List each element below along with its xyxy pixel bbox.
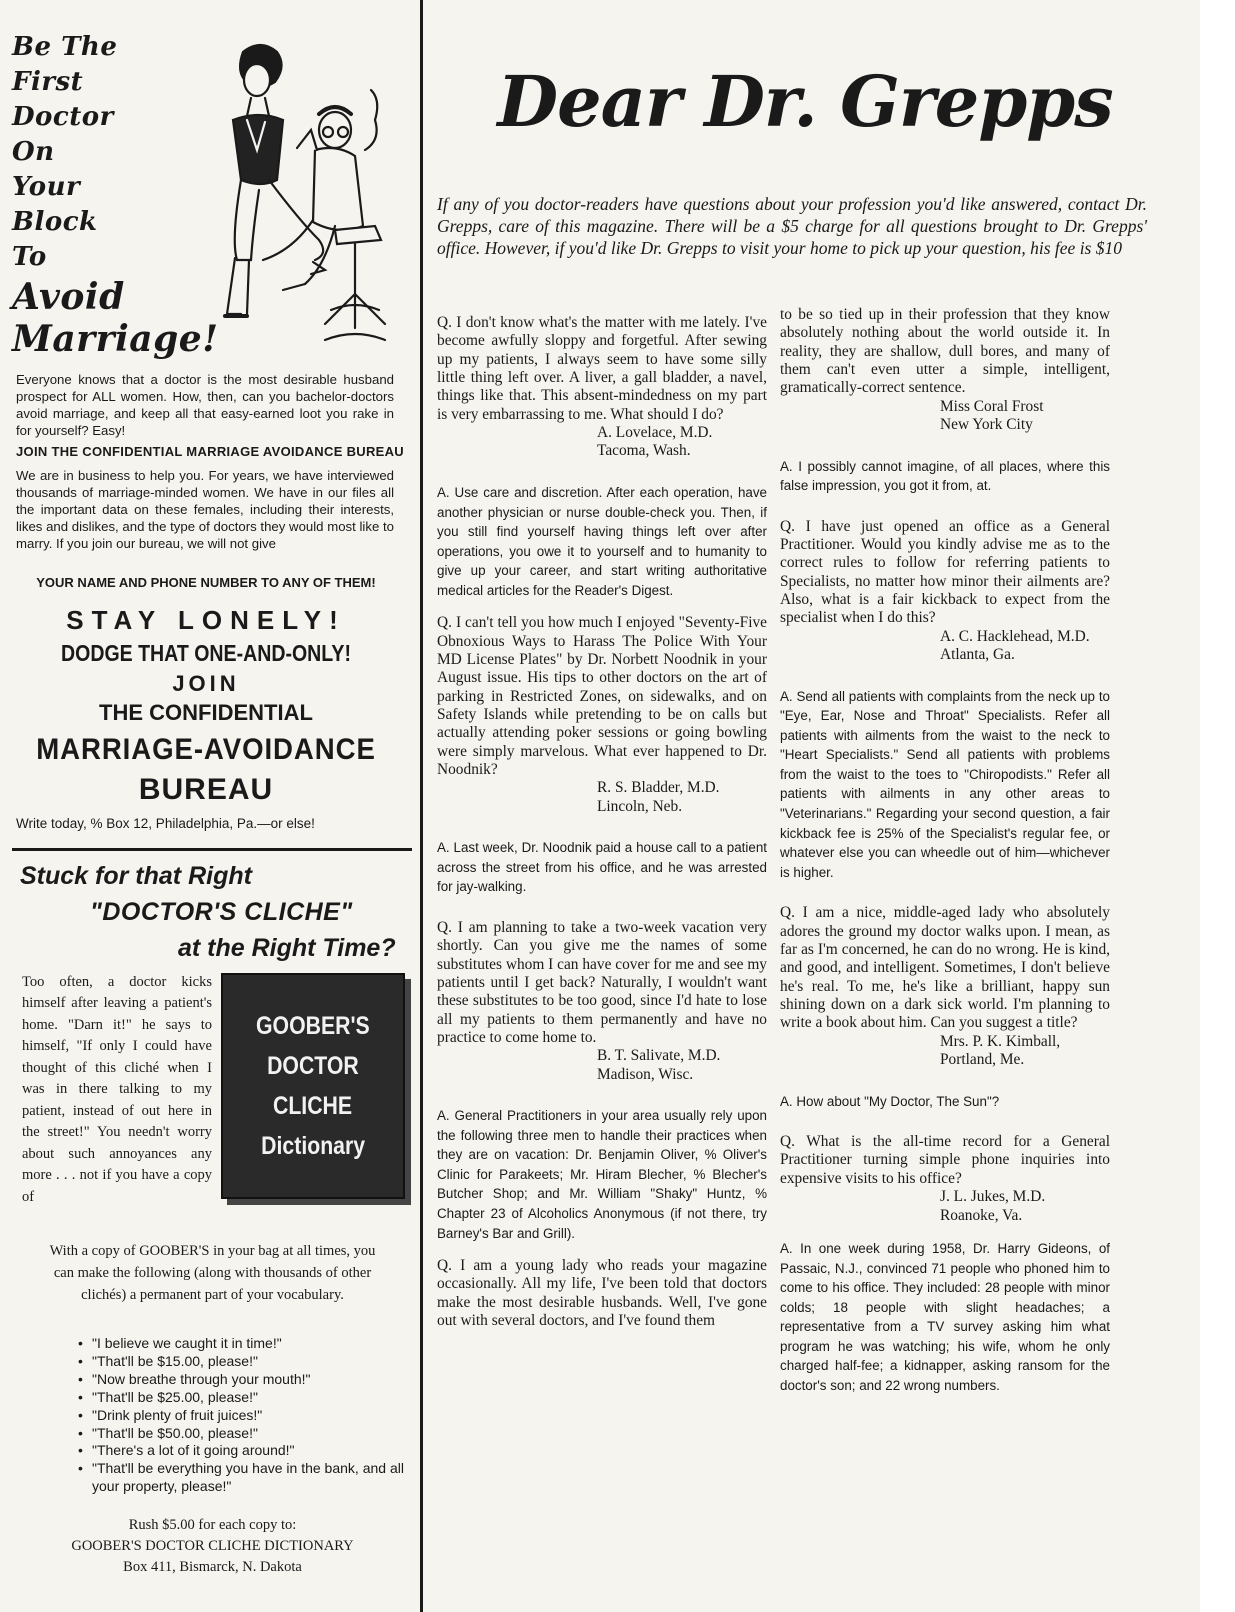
signer-city: Lincoln, Neb. xyxy=(597,797,683,815)
signer-name: B. T. Salivate, M.D. xyxy=(597,1047,721,1065)
qa-column-left xyxy=(437,314,767,1330)
ad-join-line: JOIN THE CONFIDENTIAL MARRIAGE AVOIDANCE BUREAU xyxy=(16,444,404,459)
cliche-item: • "Now breathe through your mouth!" xyxy=(78,1371,408,1389)
book-cover xyxy=(221,973,405,1199)
answer: A. General Practitioners in your area usually rely upon the following three men to handle their practices when they are on vacation: Dr. Benjamin Oliver, % Oliver's Clinic for Parakeets; Mr. Hiram Blecher, % Blecher's Butcher Shop; and Mr. William "Shaky" Huntz, % Chapter 23 of Alcoholics Anonymous (if not there, try Barney's Bar and Grill). xyxy=(437,1108,767,1241)
signer-city: Madison, Wisc. xyxy=(597,1065,694,1083)
cliche-ad-text: Too often, a doctor kicks himself after leaving a patient's home. "Darn it!" he says to himself, "If only I could have thought of this cliché when I was in there talking to my patient, instead of out here in the street!" You needn't worry about such annoyances any more . . . not if you have a copy of xyxy=(22,974,212,1205)
cliche-headline-2: "DOCTOR'S CLICHE" xyxy=(90,898,353,926)
cliche-dictionary-book xyxy=(221,973,413,1205)
answer: A. I possibly cannot imagine, of all places, where this false impression, you got it from, at. xyxy=(780,458,1110,494)
column-divider xyxy=(420,0,423,1612)
signature xyxy=(597,1047,767,1084)
column-masthead: Dear Dr. Grepps xyxy=(497,60,1113,143)
address-line: Box 411, Bismarck, N. Dakota xyxy=(123,1559,302,1576)
headline-line: Marriage! xyxy=(12,318,219,360)
signer-name: Miss Coral Frost xyxy=(940,397,1044,415)
signature xyxy=(940,1033,1110,1070)
signer-city: Atlanta, Ga. xyxy=(940,646,1015,664)
signer-name: Mrs. P. K. Kimball, xyxy=(940,1032,1061,1050)
ad-body-text: We are in business to help you. For years, we have interviewed thousands of marriage-minded women. We have in our files all the important data on these females, including their interests, likes and dislikes, and the type of doctors they would most like to marry. If you join our bureau, we will not give xyxy=(16,468,394,551)
ad-bureau: BUREAU xyxy=(138,773,274,806)
headline-line: First xyxy=(12,67,84,97)
signature xyxy=(597,424,767,461)
ad-stay-lonely: STAY LONELY! xyxy=(66,605,346,635)
cliche-item: • "I believe we caught it in time!" xyxy=(78,1335,408,1353)
ad-headline xyxy=(12,32,219,363)
cliche-item: • "That'll be $15.00, please!" xyxy=(78,1353,408,1371)
signer-name: J. L. Jukes, M.D. xyxy=(940,1188,1046,1206)
question: to be so tied up in their profession that they know absolutely nothing about the world outside it. In reality, they are shallow, dull bores, and many of them can't even utter a simple, intelligent, gramatically-correct sentence. xyxy=(780,306,1110,397)
signer-city: Tacoma, Wash. xyxy=(597,442,691,460)
question: Q. I don't know what's the matter with me lately. I've become awfully sloppy and forgetful. After sewing up my patients, I always seem to have some silly little thing left over. A liver, a gall bladder, a navel, things like that. This absent-mindedness on my part is very embarrassing to me. What should I do? xyxy=(437,314,767,423)
book-title-line: Dictionary xyxy=(261,1132,365,1160)
cliche-list xyxy=(78,1335,408,1496)
headline-line: Doctor xyxy=(12,102,114,132)
qa-column-right xyxy=(780,306,1110,1396)
cliche-headline-1: Stuck for that Right xyxy=(20,862,252,890)
ad-dodge-line: DODGE THAT ONE-AND-ONLY! xyxy=(60,640,351,666)
answer: A. Send all patients with complaints from the neck up to "Eye, Ear, Nose and Throat" Specialists. Refer all patients with ailments from the waist to the neck to "Heart Specialists." Send all patients with problems from the waist to the toes to "Chiropodists." Refer all patients with ailments in any other areas to "Veterinarians." Regarding your second question, a fair kickback fee is 25% of the Specialist's regular fee, or whatever else you can wheedle out of him—whichever is higher. xyxy=(780,688,1110,880)
signer-city: Portland, Me. xyxy=(940,1051,1025,1069)
question: Q. I have just opened an office as a General Practitioner. Would you kindly advise me as to the correct rules to follow for referring patients to Specialists, no matter how minor their ailments are? Also, what is a fair kickback to expect from the specialist when I do this? xyxy=(780,517,1110,627)
question: Q. I can't tell you how much I enjoyed "Seventy-Five Obnoxious Ways to Harass The Police With Your MD License Plates" by Dr. Norbett Noodnik in your August issue. His tips to other doctors on the art of parking in Restricted Zones, on sidewalks, and on Safety Islands while pretending to be on calls but actually attending poker sessions or going bowling were simply marvelous. What ever happened to Dr. Noodnik? xyxy=(437,614,767,778)
answer: A. Use care and discretion. After each operation, have another physician or nurse double-check you. Then, if you still find yourself having things left over after operations, you owe it to yourself and to humanity to give up your career, and start writing authoritative medical articles for the Reader's Digest. xyxy=(437,484,767,598)
cliche-with-copy-text: With a copy of GOOBER'S in your bag at all times, you can make the following (along with thousands of other clichés) a permanent part of your vocabulary. xyxy=(49,1243,376,1304)
signer-name: R. S. Bladder, M.D. xyxy=(597,779,720,797)
question: Q. I am a young lady who reads your magazine occasionally. All my life, I've been told that doctors make the most desirable husbands. Well, I've gone out with several doctors, and I've found them xyxy=(437,1257,767,1330)
book-title-line: DOCTOR xyxy=(267,1052,359,1080)
ad-marriage-avoidance: MARRIAGE-AVOIDANCE xyxy=(36,733,376,766)
ad-join-big: JOIN xyxy=(172,671,240,696)
woman-and-doctor-illustration xyxy=(185,40,410,365)
signer-name: A. Lovelace, M.D. xyxy=(597,423,713,441)
column-intro: If any of you doctor-readers have questions about your profession you'd like answered, contact Dr. Grepps, care of this magazine. There will be a $5 charge for all questions brought to Dr. Grepps' office. However, if you'd like Dr. Grepps to visit your home to pick up your question, his fee is $10 xyxy=(437,194,1147,258)
cliche-item: • "There's a lot of it going around!" xyxy=(78,1442,408,1460)
signature xyxy=(940,1188,1110,1225)
ad-intro-text: Everyone knows that a doctor is the most desirable husband prospect for ALL women. How, then, can you bachelor-doctors avoid marriage, and keep all that easy-earned loot you rake in for yourself? Easy! xyxy=(16,372,394,438)
cliche-headline-3: at the Right Time? xyxy=(178,934,396,962)
cliche-item: • "Drink plenty of fruit juices!" xyxy=(78,1407,408,1425)
signer-city: Roanoke, Va. xyxy=(940,1206,1023,1224)
headline-line: On xyxy=(12,137,55,167)
signature xyxy=(940,628,1110,665)
address-line: GOOBER'S DOCTOR CLICHE DICTIONARY xyxy=(71,1538,354,1555)
page-margin xyxy=(1200,0,1235,1612)
headline-line: Your xyxy=(12,172,81,202)
book-title-line: CLICHE xyxy=(273,1092,353,1120)
ad-write-address: Write today, % Box 12, Philadelphia, Pa.—or else! xyxy=(16,816,315,831)
headline-line: To xyxy=(12,242,47,272)
cliche-item: • "That'll be $25.00, please!" xyxy=(78,1389,408,1407)
ad-separator-rule xyxy=(12,848,412,851)
signer-name: A. C. Hacklehead, M.D. xyxy=(940,627,1090,645)
answer: A. In one week during 1958, Dr. Harry Gideons, of Passaic, N.J., convinced 71 people who phoned him to come to his office. They included: 28 people with minor colds; 18 people with slight headaches; a representative from a TV survey asking him what program he was watching; his wife, whom he only charged half-fee; a kidnapper, asking ransom for the doctor's son; and 22 wrong numbers. xyxy=(780,1241,1110,1394)
rush-line: Rush $5.00 for each copy to: xyxy=(128,1517,297,1533)
cliche-item: • "That'll be $50.00, please!" xyxy=(78,1425,408,1443)
cliche-order-info xyxy=(20,1515,405,1578)
answer: A. Last week, Dr. Noodnik paid a house call to a patient across the street from his office, and he was arrested for jay-walking. xyxy=(437,840,767,895)
signature xyxy=(597,779,767,816)
signature xyxy=(940,398,1110,435)
ad-the-confidential: THE CONFIDENTIAL xyxy=(99,700,313,725)
book-title-line: GOOBER'S xyxy=(256,1012,370,1040)
signer-city: New York City xyxy=(940,416,1033,434)
headline-line: Avoid xyxy=(12,276,125,318)
headline-line: Block xyxy=(12,207,98,237)
cliche-item: • "That'll be everything you have in the bank, and all your property, please!" xyxy=(78,1460,408,1496)
question: Q. I am planning to take a two-week vacation very shortly. Can you give me the names of some substitutes whom I can have cover for me and see my patients until I get back? Naturally, I wouldn't want these substitutes to be too good, since I'd hate to lose all my patients to them permanently and have no practice to come home to. xyxy=(437,918,767,1046)
ad-no-name-line: YOUR NAME AND PHONE NUMBER TO ANY OF THEM! xyxy=(36,575,376,590)
answer: A. How about "My Doctor, The Sun"? xyxy=(780,1093,1000,1109)
question: Q. What is the all-time record for a General Practitioner turning simple phone inquiries into expensive visits to his office? xyxy=(780,1133,1110,1187)
headline-line: Be The xyxy=(12,32,118,62)
question: Q. I am a nice, middle-aged lady who absolutely adores the ground my doctor walks upon. I mean, as far as I'm concerned, he can do no wrong. He is kind, and good, and intelligent. Sometimes, I don't believe he's real. To me, he's like a brilliant, happy sun shining down on a dark sick world. I'm planning to write a book about him. Can you suggest a title? xyxy=(780,904,1110,1032)
